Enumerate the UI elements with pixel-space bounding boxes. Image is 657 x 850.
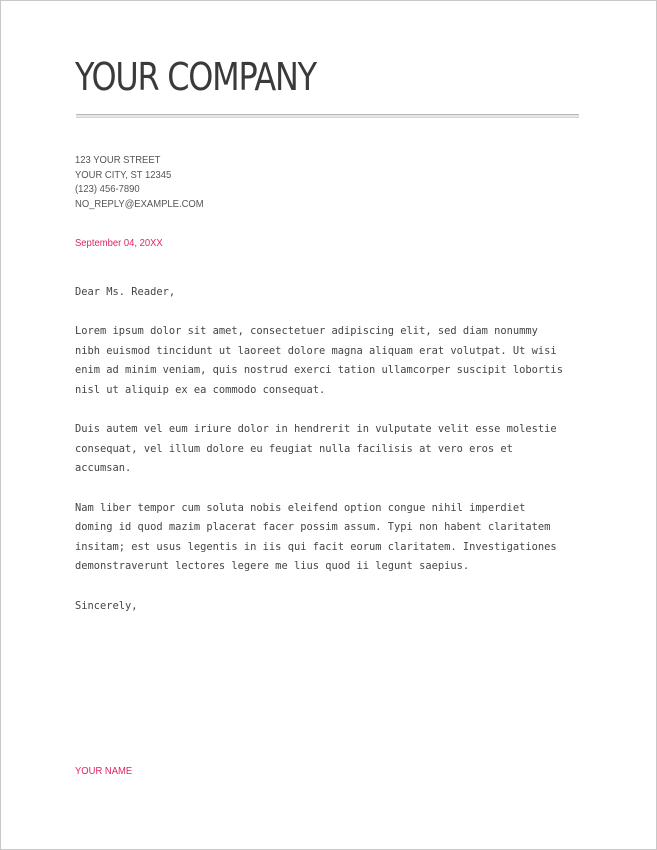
salutation: Dear Ms. Reader, bbox=[75, 286, 176, 298]
address-phone: (123) 456-7890 bbox=[75, 183, 140, 196]
body-paragraph-3: Nam liber tempor cum soluta nobis eleifend option congue nihil imperdiet doming id quod mazim placerat facer possim assum. Typi non habent claritatem insitam; est usus legentis in iis qui facit eorum claritatem. Investigationes demonstraverunt lectores legere me lius quod ii legunt saepius. bbox=[75, 501, 557, 573]
company-title: YOUR COMPANY bbox=[75, 55, 316, 99]
title-divider bbox=[76, 114, 579, 118]
address-street: 123 YOUR STREET bbox=[75, 154, 161, 166]
letter-body bbox=[75, 283, 590, 636]
signature-name: YOUR NAME bbox=[75, 765, 133, 777]
closing: Sincerely, bbox=[75, 599, 138, 612]
sender-address bbox=[75, 153, 218, 211]
address-city: YOUR CITY, ST 12345 bbox=[75, 168, 172, 181]
address-email: NO_REPLY@EXAMPLE.COM bbox=[75, 197, 204, 210]
body-paragraph-1: Lorem ipsum dolor sit amet, consectetuer adipiscing elit, sed diam nonummy nibh euismod tincidunt ut laoreet dolore magna aliquam erat volutpat. Ut wisi enim ad minim veniam, quis nostrud exerci tation ullamcorper suscipit lobortis nisl ut aliquip ex ea commodo consequat. bbox=[75, 325, 563, 396]
body-paragraph-2: Duis autem vel eum iriure dolor in hendrerit in vulputate velit esse molestie consequat, vel illum dolore eu feugiat nulla facilisis at vero eros et accumsan. bbox=[75, 423, 557, 475]
letter-date: September 04, 20XX bbox=[75, 237, 163, 249]
